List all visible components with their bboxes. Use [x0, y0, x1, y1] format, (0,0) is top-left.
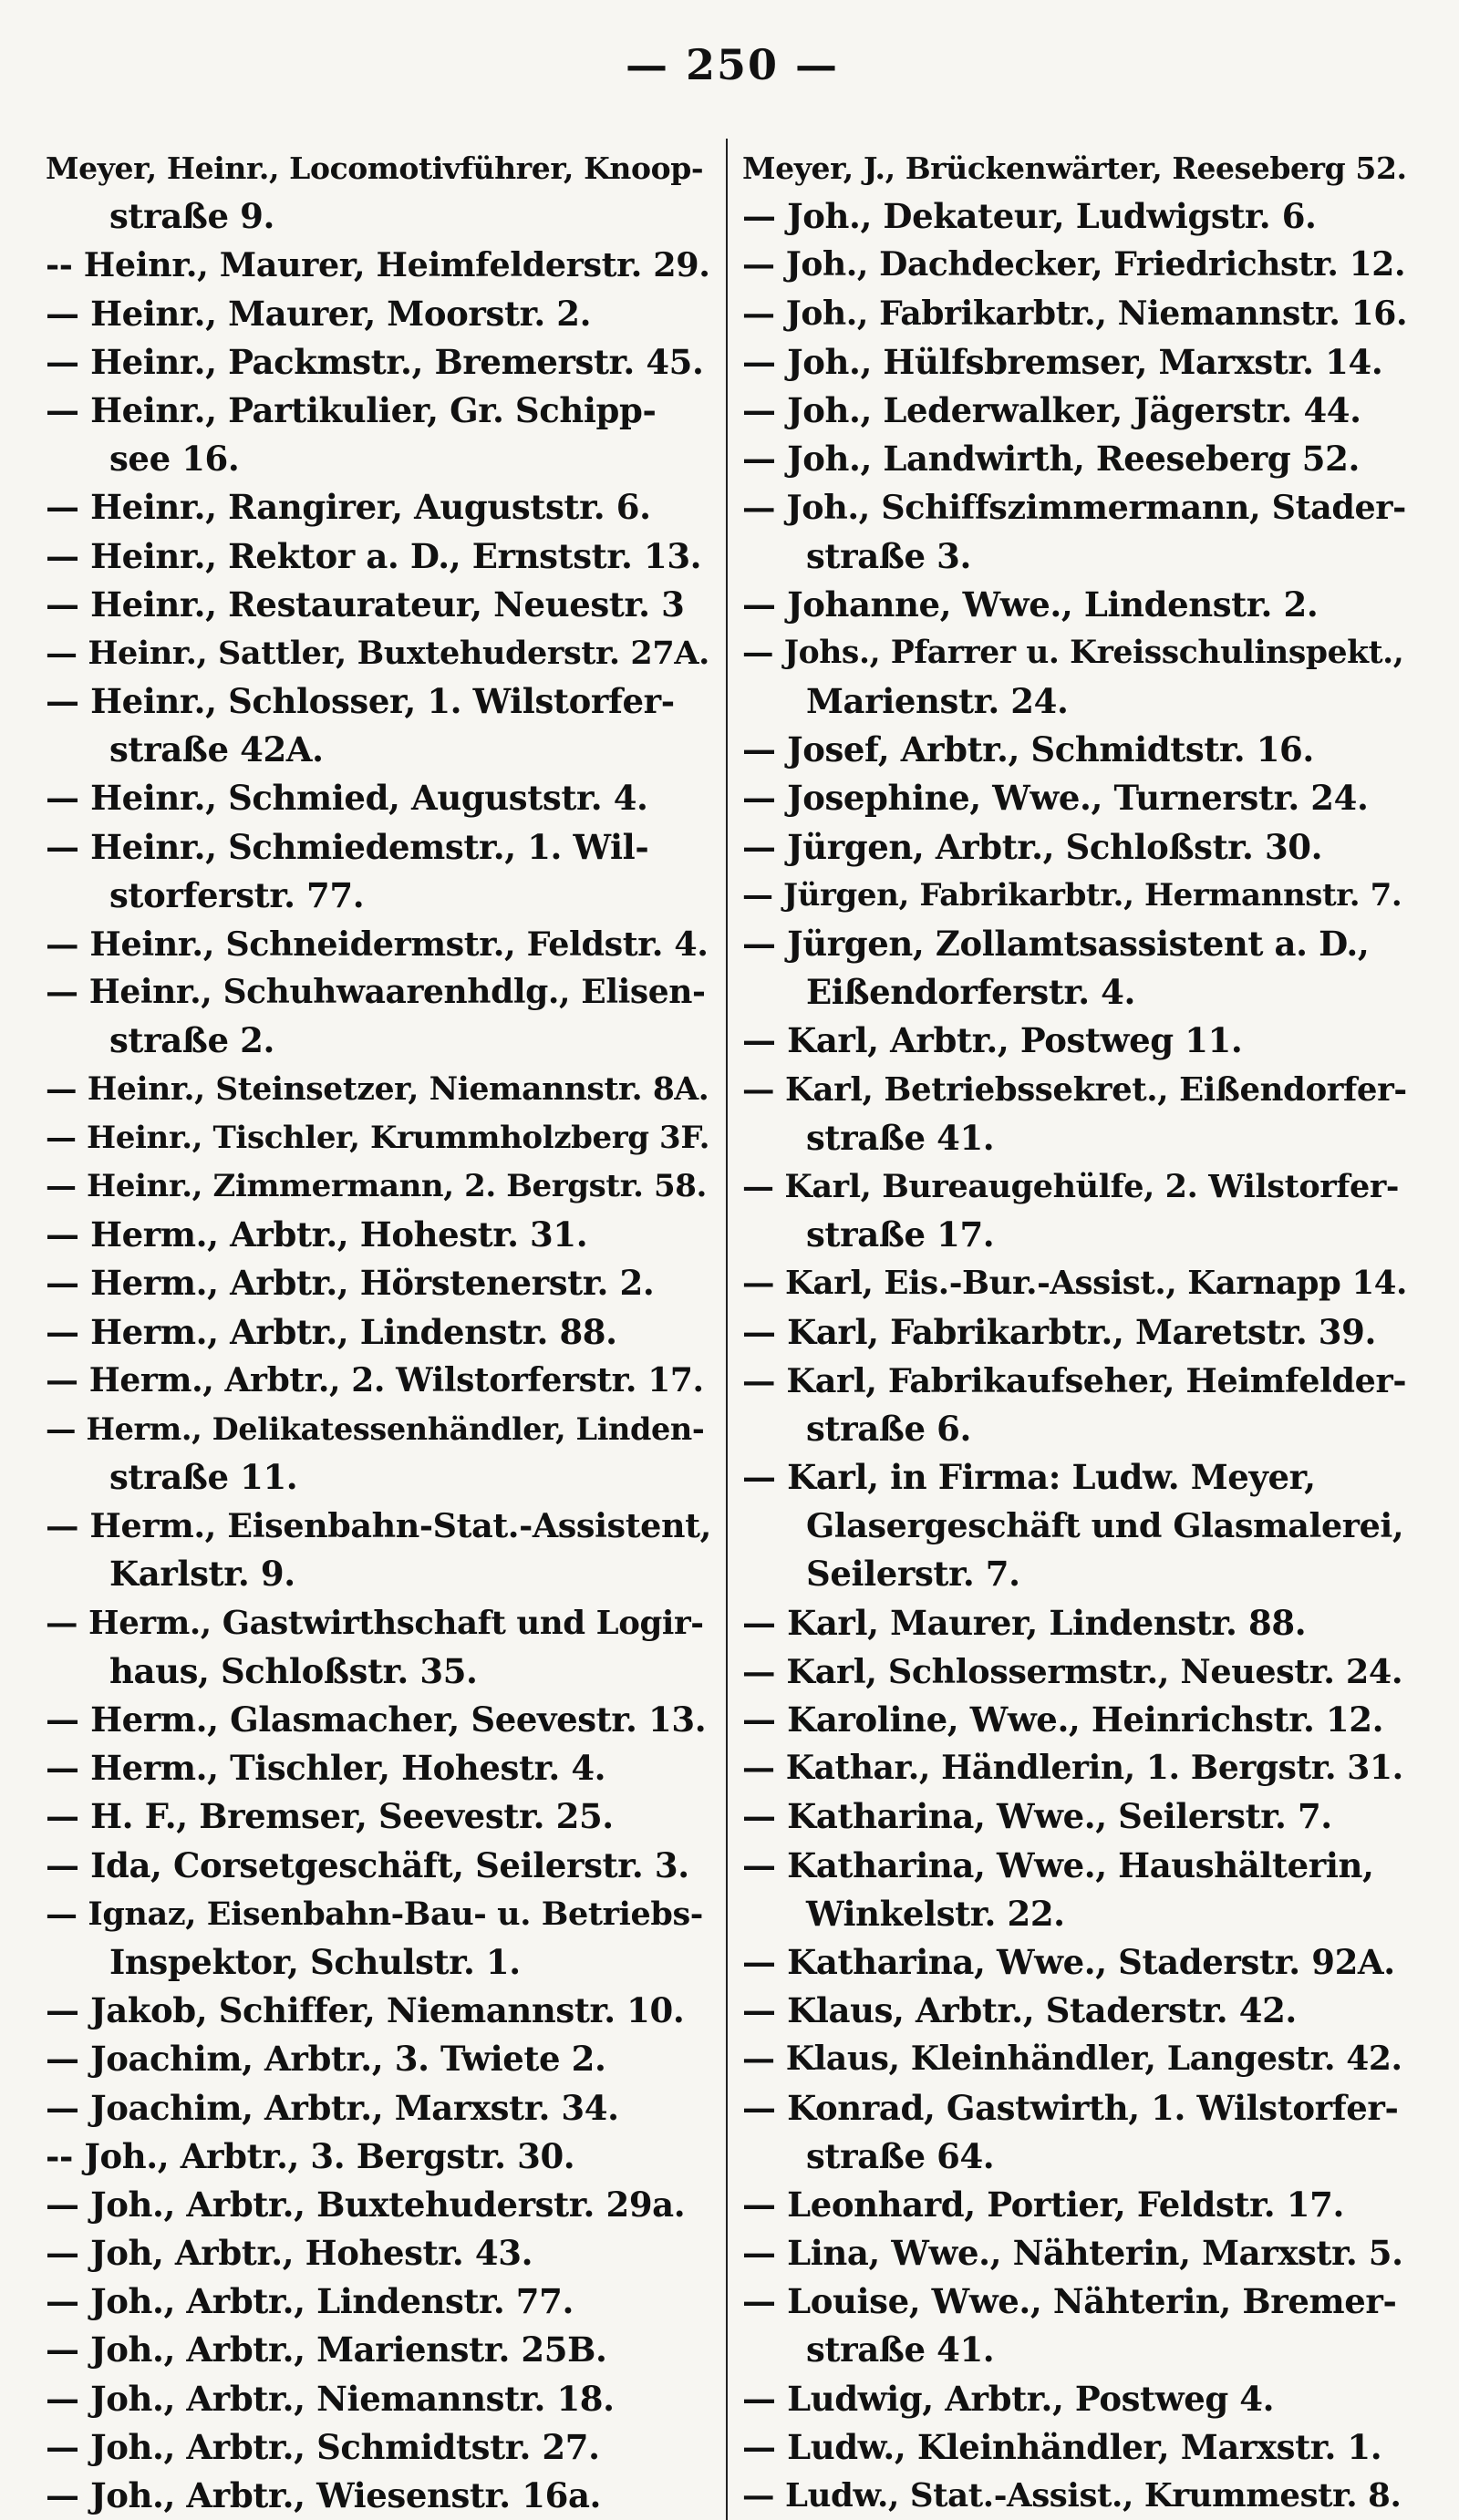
directory-entry-line: — Ludwig, Arbtr., Postweg 4. — [742, 2378, 1275, 2419]
directory-entry-line: — Heinr., Schuhwaarenhdlg., Elisen- — [46, 973, 706, 1012]
directory-entry-line: — Karl, Eis.-Bur.-Assist., Karnapp 14. — [742, 1265, 1408, 1303]
directory-entry-line: — Jürgen, Zollamtsassistent a. D., — [742, 924, 1370, 964]
entry-continuation-line: straße 11. — [109, 1457, 298, 1498]
entry-continuation-line: Karlstr. 9. — [109, 1554, 295, 1595]
entry-continuation-line: straße 41. — [806, 1117, 995, 1158]
right-column — [728, 144, 1408, 2520]
directory-entry-line: — Herm., Delikatessenhändler, Linden- — [46, 1410, 705, 1447]
entry-continuation-line: straße 42A. — [109, 729, 324, 770]
directory-entry-line: — Klaus, Kleinhändler, Langestr. 42. — [742, 2040, 1402, 2079]
directory-entry-line: — Heinr., Schmied, Auguststr. 4. — [46, 778, 648, 819]
directory-entry-line: — Herm., Gastwirthschaft und Logir- — [46, 1604, 704, 1642]
directory-entry-line: — Leonhard, Portier, Feldstr. 17. — [742, 2184, 1344, 2225]
directory-entry-line: — Ida, Corsetgeschäft, Seilerstr. 3. — [46, 1844, 689, 1885]
directory-entry-line: — Joh., Arbtr., Marienstr. 25B. — [46, 2329, 607, 2370]
directory-entry-line: — Heinr., Steinsetzer, Niemannstr. 8A. — [46, 1070, 709, 1108]
directory-entry-line: — Johs., Pfarrer u. Kreisschulinspekt., — [742, 634, 1404, 671]
directory-entry-line: — Heinr., Zimmermann, 2. Bergstr. 58. — [46, 1167, 707, 1204]
directory-entry-line: — Lina, Wwe., Nähterin, Marxstr. 5. — [742, 2233, 1403, 2274]
directory-entry-line: — Karoline, Wwe., Heinrichstr. 12. — [742, 1699, 1384, 1740]
directory-entry-line: -- Heinr., Maurer, Heimfelderstr. 29. — [46, 245, 710, 285]
directory-entry-line: — Kathar., Händlerin, 1. Bergstr. 31. — [742, 1749, 1403, 1788]
directory-entry-line: — Heinr., Schlosser, 1. Wilstorfer- — [46, 681, 675, 722]
directory-entry-line: — Josef, Arbtr., Schmidtstr. 16. — [742, 729, 1314, 770]
entry-continuation-line: Inspektor, Schulstr. 1. — [109, 1941, 521, 1982]
directory-entry-line: — Herm., Arbtr., Hörstenerstr. 2. — [46, 1263, 655, 1304]
directory-entry-line: — Karl, Schlossermstr., Neuestr. 24. — [742, 1651, 1403, 1691]
directory-entry-line: — Karl, Maurer, Lindenstr. 88. — [742, 1602, 1307, 1643]
directory-entry-line: — Katharina, Wwe., Staderstr. 92A. — [742, 1941, 1395, 1982]
directory-entry-line: — Joh., Arbtr., Wiesenstr. 16a. — [46, 2475, 602, 2515]
directory-entry-line: — Ignaz, Eisenbahn-Bau- u. Betriebs- — [46, 1895, 703, 1933]
directory-entry-line: -- Joh., Arbtr., 3. Bergstr. 30. — [46, 2135, 575, 2176]
directory-entry-line: — Joh., Fabrikarbtr., Niemannstr. 16. — [742, 294, 1408, 333]
entry-continuation-line: straße 2. — [109, 1020, 274, 1061]
directory-entry-line: — Jürgen, Fabrikarbtr., Hermannstr. 7. — [742, 876, 1402, 914]
entry-continuation-line: straße 17. — [806, 1214, 995, 1255]
entry-continuation-line: straße 64. — [806, 2135, 995, 2176]
directory-entry-line: — Heinr., Schmiedemstr., 1. Wil- — [46, 826, 649, 867]
entry-continuation-line: straße 9. — [109, 196, 274, 237]
entry-continuation-line: see 16. — [109, 439, 240, 480]
directory-entry-line: — Joh., Dekateur, Ludwigstr. 6. — [742, 196, 1317, 237]
directory-entry-line: — Heinr., Partikulier, Gr. Schipp- — [46, 389, 657, 430]
directory-entry-line: — Louise, Wwe., Nähterin, Bremer- — [742, 2281, 1397, 2322]
directory-entry-line: — Joh., Arbtr., Lindenstr. 77. — [46, 2281, 574, 2322]
directory-entry-line: — Joh., Hülfsbremser, Marxstr. 14. — [742, 341, 1383, 382]
entry-continuation-line: Glasergeschäft und Glasmalerei, — [806, 1506, 1404, 1546]
directory-entry-line: — Heinr., Tischler, Krummholzberg 3F. — [46, 1119, 710, 1156]
directory-entry-line: — Heinr., Rektor a. D., Ernststr. 13. — [46, 535, 702, 576]
directory-entry-line: — Ludw., Kleinhändler, Marxstr. 1. — [742, 2426, 1382, 2467]
columns — [46, 144, 1419, 2520]
directory-entry-line: — Heinr., Sattler, Buxtehuderstr. 27A. — [46, 634, 709, 672]
directory-entry-line: — Karl, Betriebssekret., Eißendorfer- — [742, 1070, 1407, 1109]
directory-entry-line: — Heinr., Restaurateur, Neuestr. 3 — [46, 584, 685, 625]
directory-entry-line: — Heinr., Rangirer, Auguststr. 6. — [46, 487, 651, 528]
directory-entry-line: — Karl, Fabrikaufseher, Heimfelder- — [742, 1360, 1407, 1400]
entry-continuation-line: Marienstr. 24. — [806, 681, 1069, 722]
entry-continuation-line: straße 3. — [806, 535, 971, 576]
directory-entry-line: — Joh, Arbtr., Hohestr. 43. — [46, 2233, 533, 2274]
directory-entry-line: — Joh., Landwirth, Reeseberg 52. — [742, 439, 1360, 480]
directory-entry-line: — Karl, in Firma: Ludw. Meyer, — [742, 1457, 1316, 1498]
left-column — [46, 144, 726, 2520]
entry-continuation-line: storferstr. 77. — [109, 874, 365, 915]
directory-entry-line: — Herm., Arbtr., Lindenstr. 88. — [46, 1311, 617, 1352]
entry-continuation-line: haus, Schloßstr. 35. — [109, 1650, 478, 1691]
directory-entry-line: — Joh., Schiffszimmermann, Stader- — [742, 488, 1406, 528]
entry-continuation-line: Seilerstr. 7. — [806, 1554, 1020, 1595]
directory-entry-line: — Heinr., Packmstr., Bremerstr. 45. — [46, 341, 704, 382]
directory-entry-line: — Herm., Tischler, Hohestr. 4. — [46, 1748, 606, 1789]
directory-entry-line: Meyer, J., Brückenwärter, Reeseberg 52. — [742, 150, 1407, 186]
directory-entry-line: — Joh., Lederwalker, Jägerstr. 44. — [742, 389, 1361, 430]
directory-entry-line: — Heinr., Schneidermstr., Feldstr. 4. — [46, 924, 709, 964]
directory-entry-line: — Joh., Arbtr., Niemannstr. 18. — [46, 2378, 615, 2419]
directory-entry-line: — Herm., Arbtr., 2. Wilstorferstr. 17. — [46, 1360, 704, 1399]
directory-entry-line: — Joh., Arbtr., Buxtehuderstr. 29a. — [46, 2184, 686, 2225]
directory-entry-line: — Karl, Bureaugehülfe, 2. Wilstorfer- — [742, 1167, 1400, 1205]
directory-entry-line: — Joh., Dachdecker, Friedrichstr. 12. — [742, 245, 1406, 284]
directory-entry-line: — Joh., Arbtr., Schmidtstr. 27. — [46, 2426, 600, 2467]
directory-entry-line: — Ludw., Stat.-Assist., Krummestr. 8. — [742, 2477, 1402, 2515]
directory-entry-line: — Heinr., Maurer, Moorstr. 2. — [46, 293, 592, 334]
directory-entry-line: — Herm., Eisenbahn-Stat.-Assistent, — [46, 1506, 711, 1546]
page-number: — 250 — — [625, 40, 840, 89]
directory-entry-line: — Joachim, Arbtr., Marxstr. 34. — [46, 2087, 619, 2128]
directory-entry-line: — Jakob, Schiffer, Niemannstr. 10. — [46, 1990, 685, 2031]
entry-continuation-line: straße 6. — [806, 1408, 971, 1449]
directory-entry-line: — Joachim, Arbtr., 3. Twiete 2. — [46, 2039, 606, 2080]
directory-entry-line: — Herm., Glasmacher, Seevestr. 13. — [46, 1699, 707, 1740]
directory-entry-line: — H. F., Bremser, Seevestr. 25. — [46, 1796, 614, 1837]
directory-entry-line: — Josephine, Wwe., Turnerstr. 24. — [742, 778, 1369, 819]
directory-entry-line: Meyer, Heinr., Locomotivführer, Knoop- — [46, 150, 704, 186]
directory-entry-line: — Karl, Arbtr., Postweg 11. — [742, 1020, 1243, 1061]
entry-continuation-line: straße 41. — [806, 2329, 995, 2370]
directory-entry-line: — Katharina, Wwe., Seilerstr. 7. — [742, 1796, 1332, 1837]
directory-entry-line: — Katharina, Wwe., Haushälterin, — [742, 1844, 1374, 1885]
directory-entry-line: — Klaus, Arbtr., Staderstr. 42. — [742, 1990, 1297, 2031]
directory-entry-line: — Johanne, Wwe., Lindenstr. 2. — [742, 584, 1319, 625]
directory-entry-line: — Herm., Arbtr., Hohestr. 31. — [46, 1214, 588, 1255]
directory-entry-line: — Karl, Fabrikarbtr., Maretstr. 39. — [742, 1311, 1376, 1352]
entry-continuation-line: Winkelstr. 22. — [806, 1893, 1065, 1934]
entry-continuation-line: Eißendorferstr. 4. — [806, 972, 1136, 1013]
directory-entry-line: — Konrad, Gastwirth, 1. Wilstorfer- — [742, 2087, 1399, 2128]
directory-entry-line: — Jürgen, Arbtr., Schloßstr. 30. — [742, 826, 1323, 867]
